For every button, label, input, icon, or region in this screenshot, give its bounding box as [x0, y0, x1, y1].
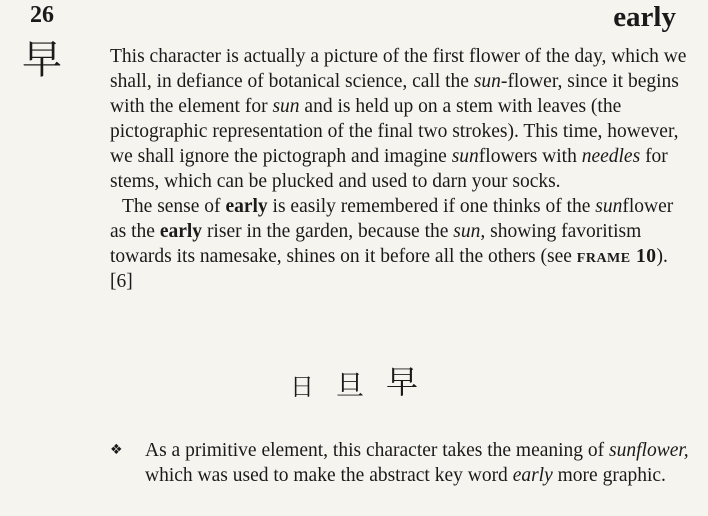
main-kanji: 早 [22, 37, 62, 83]
p2-italic-2: sun, [453, 221, 486, 242]
p2-text-4: riser in the garden, because the [202, 221, 454, 242]
p1-text-3: and is held up on a stem with leaves (the pictographic representation of the final two strokes). This time, however, we shall ignore the pictograph and imagine [110, 96, 679, 167]
note-text [145, 438, 695, 488]
frame-reference: frame 10 [576, 246, 657, 267]
stroke-step-3: 早 [386, 363, 419, 401]
p2-bold-2: early [159, 221, 203, 242]
note-text-3: more graphic. [552, 465, 666, 486]
p1-italic-1: sun- [473, 71, 508, 92]
stroke-step-2: 旦 [336, 369, 365, 402]
stroke-order-sequence [290, 362, 418, 407]
paragraph-2 [110, 194, 690, 294]
note-text-2: which was used to make the abstract key word [145, 465, 513, 486]
primitive-note [110, 438, 695, 488]
note-italic-2: early [512, 465, 553, 486]
frame-number: 26 [30, 2, 54, 28]
note-italic-1: sunflower, [609, 440, 689, 461]
p1-text-2: flower, since it begins with the element for [110, 71, 679, 117]
p2-text-3: flower as the [110, 196, 674, 242]
p2-text-6: ). [6] [110, 246, 668, 292]
p2-text-5: showing favoritism towards its namesake, shines on it before all the others (see [110, 221, 642, 267]
diamond-bullet-icon: ❖ [110, 442, 123, 458]
p1-text-1: This character is actually a picture of the first flower of the day, which we shall, in defiance of botanical science, call the [110, 46, 687, 92]
p1-text-5: for stems, which can be plucked and used to darn your socks. [110, 146, 668, 192]
p2-italic-1: sun [595, 196, 623, 217]
note-text-1: As a primitive element, this character takes the meaning of [145, 440, 610, 461]
p1-italic-3: sun [451, 146, 479, 167]
p1-text-4: flowers with [478, 146, 582, 167]
p1-italic-4: needles [581, 146, 641, 167]
p2-bold-1: early [225, 196, 268, 217]
explanation-text [110, 44, 690, 294]
stroke-step-1: 日 [290, 373, 314, 401]
paragraph-1 [110, 44, 690, 194]
keyword-title: early [613, 1, 676, 33]
p1-italic-2: sun [272, 96, 300, 117]
p2-text-2: is easily remembered if one thinks of the [267, 196, 596, 217]
p2-text-1: The sense of [122, 196, 226, 217]
